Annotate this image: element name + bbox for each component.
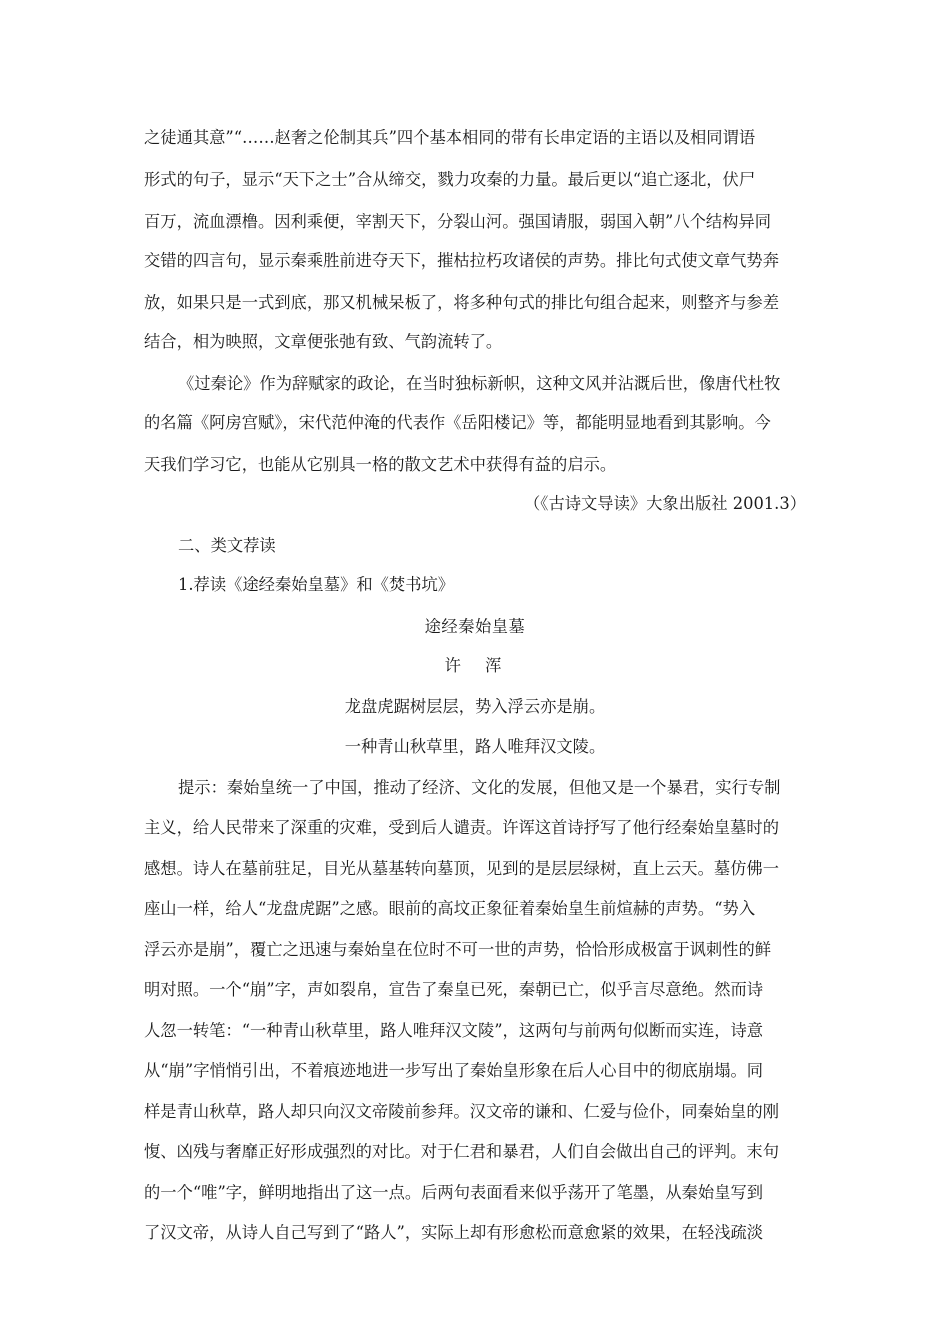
hint-line: 了汉文帝，从诗人自己写到了“路人”，实际上却有形愈松而意愈紧的效果，在轻浅疏淡 bbox=[144, 1223, 764, 1242]
hint-line: 提示：秦始皇统一了中国，推动了经济、文化的发展，但他又是一个暴君，实行专制 bbox=[178, 778, 781, 797]
hint-line: 座山一样，给人“龙盘虎踞”之感。眼前的高坟正象征着秦始皇生前煊赫的声势。“势入 bbox=[144, 899, 756, 918]
paragraph-1-line: 放，如果只是一式到底，那又机械呆板了，将多种句式的排比句组合起来，则整齐与参差 bbox=[144, 293, 779, 312]
paragraph-1-line: 结合，相为映照，文章便张弛有致、气韵流转了。 bbox=[144, 332, 503, 351]
hint-line: 浮云亦是崩”，覆亡之迅速与秦始皇在位时不可一世的声势，恰恰形成极富于讽刺性的鲜 bbox=[144, 940, 772, 959]
section-heading: 二、类文荐读 bbox=[178, 536, 276, 555]
paragraph-2-line: 《过秦论》作为辞赋家的政论，在当时独标新帜，这种文风并沾溉后世，像唐代杜牧 bbox=[178, 374, 781, 393]
hint-line: 主义，给人民带来了深重的灾难，受到后人谴责。许诨这首诗抒写了他行经秦始皇墓时的 bbox=[144, 818, 779, 837]
poem-line: 龙盘虎踞树层层，势入浮云亦是崩。 bbox=[344, 697, 606, 716]
poem-line: 一种青山秋草里，路人唯拜汉文陵。 bbox=[344, 737, 606, 756]
paragraph-1-line: 之徒通其意”“……赵奢之伦制其兵”四个基本相同的带有长串定语的主语以及相同谓语 bbox=[144, 128, 756, 147]
hint-line: 的一个“唯”字，鲜明地指出了这一点。后两句表面看来似乎荡开了笔墨，从秦始皇写到 bbox=[144, 1183, 764, 1202]
poem-author: 许 浑 bbox=[444, 656, 506, 675]
hint-line: 从“崩”字悄悄引出，不着痕迹地进一步写出了秦始皇形象在后人心目中的彻底崩塌。同 bbox=[144, 1061, 764, 1080]
hint-line: 明对照。一个“崩”字，声如裂帛，宣告了秦皇已死，秦朝已亡，似乎言尽意绝。然而诗 bbox=[144, 980, 764, 999]
hint-line: 感想。诗人在墓前驻足，目光从墓基转向墓顶，见到的是层层绿树，直上云天。墓仿佛一 bbox=[144, 859, 779, 878]
hint-line: 人忽一转笔：“一种青山秋草里，路人唯拜汉文陵”，这两句与前两句似断而实连，诗意 bbox=[144, 1021, 764, 1040]
paragraph-1-line: 交错的四言句，显示秦乘胜前进夺天下，摧枯拉朽攻诸侯的声势。排比句式使文章气势奔 bbox=[144, 251, 779, 270]
paragraph-2-line: 的名篇《阿房宫赋》，宋代范仲淹的代表作《岳阳楼记》等，都能明显地看到其影响。今 bbox=[144, 413, 771, 432]
paragraph-2-line: 天我们学习它，也能从它别具一格的散文艺术中获得有益的启示。 bbox=[144, 455, 617, 474]
subheading: 1.荐读《途经秦始皇墓》和《焚书坑》 bbox=[178, 575, 455, 594]
source-note: （《古诗文导读》大象出版社 2001.3） bbox=[524, 494, 806, 513]
hint-line: 愎、凶残与奢靡正好形成强烈的对比。对于仁君和暴君，人们自会做出自己的评判。末句 bbox=[144, 1142, 779, 1161]
paragraph-1-line: 百万，流血漂橹。因利乘便，宰割天下，分裂山河。强国请服，弱国入朝”八个结构异同 bbox=[144, 212, 772, 231]
hint-line: 样是青山秋草，路人却只向汉文帝陵前参拜。汉文帝的谦和、仁爱与俭仆，同秦始皇的刚 bbox=[144, 1102, 779, 1121]
paragraph-1-line: 形式的句子，显示“天下之士”合从缔交，戮力攻秦的力量。最后更以“追亡逐北，伏尸 bbox=[144, 170, 756, 189]
poem-title: 途经秦始皇墓 bbox=[424, 617, 526, 636]
